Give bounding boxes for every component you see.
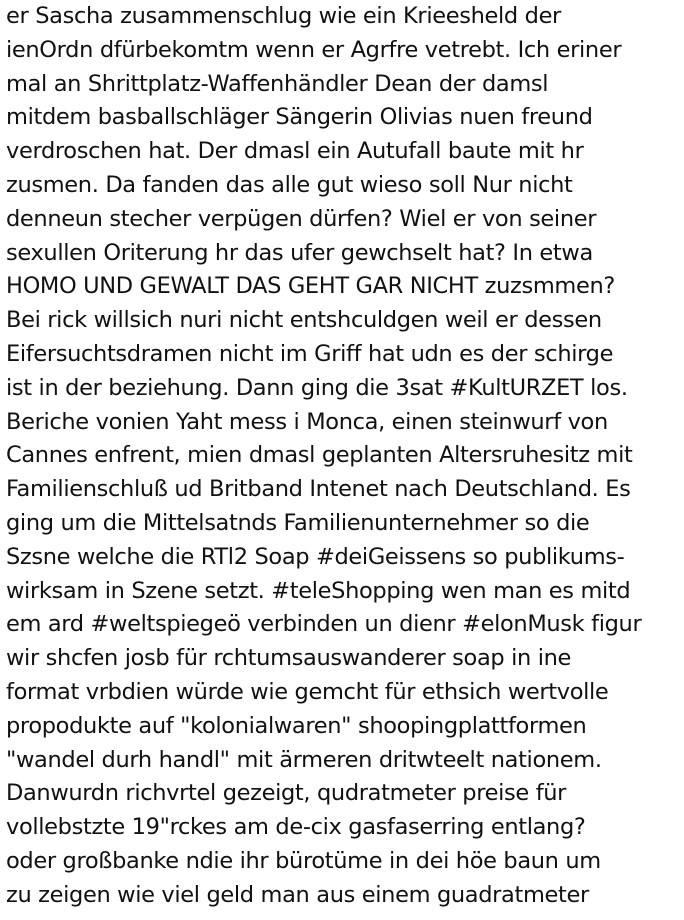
document-page [6, 0, 682, 920]
text-line: Eifersuchtsdramen nicht im Griff hat udn es der schirge [6, 340, 614, 367]
text-line: Familienschluß ud Britband Intenet nach Deutschland. Es [6, 476, 631, 503]
text-line: ging um die Mittelsatnds Familienunternehmer so die [6, 509, 590, 536]
text-line: ienOrdn dfürbekomtm wenn er Agrfre vetrebt. Ich eriner [6, 36, 622, 63]
text-line: Beriche vonien Yaht mess i Monca, einen steinwurf von [6, 408, 608, 435]
text-line: ist in der beziehung. Dann ging die 3sat #KultURZET los. [6, 374, 628, 401]
text-line: oder großbanke ndie ihr bürotüme in dei höe baun um [6, 847, 601, 874]
text-line: zusmen. Da fanden das alle gut wieso soll Nur nicht [6, 171, 573, 198]
text-line: "wandel durh handl" mit ärmeren dritwteelt nationem. [6, 746, 602, 773]
text-line: vollebstzte 19"rckes am de-cix gasfaserring entlang? [6, 814, 586, 841]
text-line: Danwurdn richvrtel gezeigt, qudratmeter preise für [6, 780, 567, 807]
text-line: Cannes enfrent, mien dmasl geplanten Altersruhesitz mit [6, 442, 633, 469]
text-line: sexullen Oriterung hr das ufer gewchselt hat? In etwa [6, 239, 593, 266]
text-line: wir shcfen josb für rchtumsauswanderer soap in ine [6, 645, 572, 672]
text-line: zu zeigen wie viel geld man aus einem guadratmeter [6, 881, 589, 908]
text-line: Szsne welche die RTl2 Soap #deiGeissens so publikums- [6, 543, 625, 570]
text-line: wirksam in Szene setzt. #teleShopping wen man es mitd [6, 577, 631, 604]
text-line: propodukte auf "kolonialwaren" shoopingplattformen [6, 712, 587, 739]
text-line: denneun stecher verpügen dürfen? Wiel er von seiner [6, 205, 597, 232]
text-line: verdroschen hat. Der dmasl ein Autufall baute mit hr [6, 138, 584, 165]
text-line: em ard #weltspiegeö verbinden un dienr #elonMusk figur [6, 611, 642, 638]
text-line: format vrbdien würde wie gemcht für ethsich wertvolle [6, 678, 609, 705]
text-line: er Sascha zusammenschlug wie ein Krieesheld der [6, 3, 561, 29]
text-line: Bei rick willsich nuri nicht entshculdgen weil er dessen [6, 307, 602, 334]
text-line: mal an Shrittplatz-Waffenhändler Dean der damsl [6, 70, 549, 97]
text-line: HOMO UND GEWALT DAS GEHT GAR NICHT zuzsmmen? [6, 273, 615, 300]
text-line: mitdem basballschläger Sängerin Olivias nuen freund [6, 104, 593, 131]
